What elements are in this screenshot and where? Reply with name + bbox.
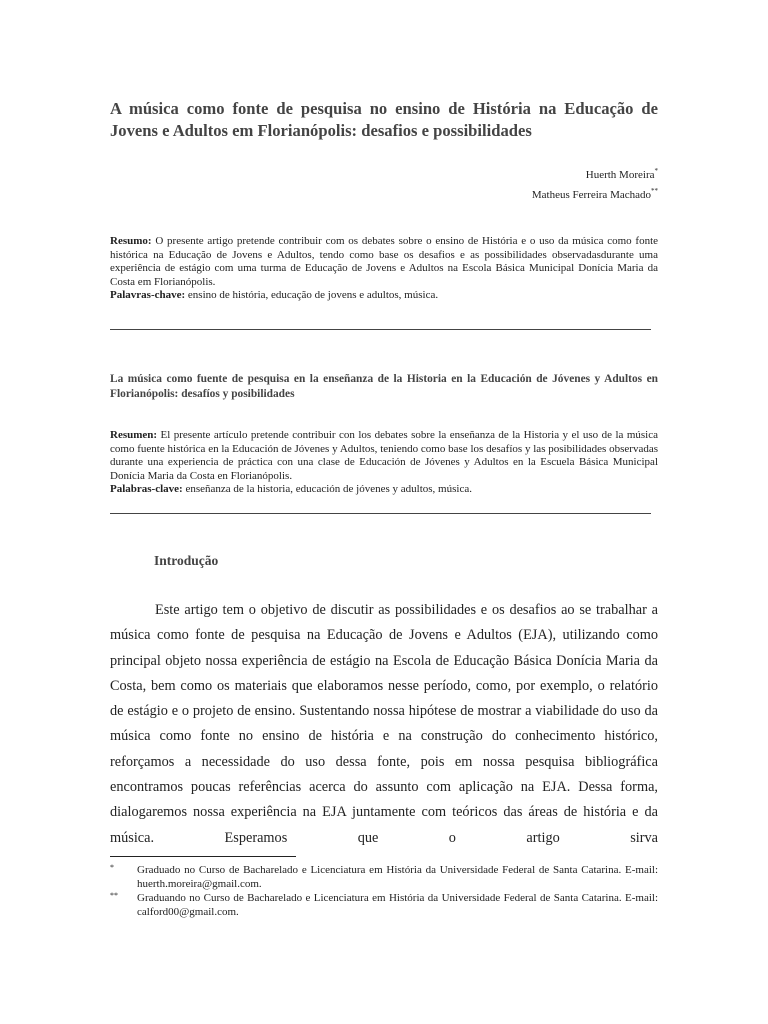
footnote-1 bbox=[110, 864, 658, 891]
keywords-label: Palabras-clave: bbox=[110, 483, 183, 496]
footnote-2 bbox=[110, 892, 658, 919]
author-name: Huerth Moreira bbox=[585, 169, 655, 181]
spanish-title: La música como fuente de pesquisa en la enseñanza de la Historia en la Educación de Jóvenes y Adultos en Florianópolis: desafíos y posibilidades bbox=[110, 373, 658, 400]
paper-title: A música como fonte de pesquisa no ensino de História na Educação de Jovens e Adultos em Florianópolis: desafios e possibilidades bbox=[110, 99, 658, 140]
author-list bbox=[532, 163, 658, 203]
author-2 bbox=[532, 183, 658, 203]
section-heading: Introdução bbox=[154, 553, 219, 568]
footnote-text: Graduando no Curso de Bacharelado e Licenciatura em História da Universidade Federal de Santa Catarina. E-mail: calford00@gmail.com. bbox=[137, 892, 658, 918]
abstract-portuguese bbox=[110, 235, 658, 303]
separator-line bbox=[110, 513, 651, 514]
abstract-spanish bbox=[110, 429, 658, 497]
keywords-label: Palavras-chave: bbox=[110, 289, 186, 302]
intro-paragraph bbox=[110, 598, 658, 851]
footnote-mark: ** bbox=[110, 891, 118, 900]
abstract-text: El presente artículo pretende contribuir con los debates sobre la enseñanza de la Historia y el uso de la música como fuente histórica en la Educación de Jóvenes y Adultos, teniendo como base los desafíos y las posibilidades observadas durante una experiencia de práctica con una clase de Educación de Jóvenes y Adultos en la Escuela Básica Municipal Donícia Maria da Costa en Florianópolis. bbox=[110, 429, 658, 482]
footnote-text: Graduado no Curso de Bacharelado e Licenciatura em História da Universidade Federal de Santa Catarina. E-mail: huerth.moreira@gmail.com. bbox=[137, 864, 658, 890]
abstract-label: Resumo: bbox=[110, 235, 152, 247]
author-name: Matheus Ferreira Machado bbox=[531, 189, 651, 201]
intro-text: Este artigo tem o objetivo de discutir as possibilidades e os desafios ao se trabalhar a música como fonte de pesquisa na Educação de Jovens e Adultos (EJA), utilizando como principal objeto nossa experiência de estágio na Escola de Educação Básica Donícia Maria da Costa, bem como os materiais que elaboramos nesse período, como, por exemplo, o relatório de estágio e o projeto de ensino. Sustentando nossa hipótese de mostrar a viabilidade do uso da música como fonte no ensino de história e na construção do conhecimento histórico, reforçamos a necessidade do uso dessa fonte, pois em nossa pesquisa bibliográfica encontramos poucas referências acerca do assunto com aplicação na EJA. Dessa forma, dialogaremos nossa experiência na EJA juntamente com teóricos das áreas de história e da música. Esperamos que o artigo sirva bbox=[110, 602, 658, 846]
abstract-label: Resumen: bbox=[110, 429, 158, 441]
keywords-text: ensino de história, educação de jovens e adultos, música. bbox=[187, 289, 439, 302]
footnote-separator bbox=[110, 856, 296, 857]
author-1 bbox=[532, 163, 658, 183]
separator-line bbox=[110, 329, 651, 330]
abstract-text: O presente artigo pretende contribuir com os debates sobre o ensino de História e o uso da música como fonte histórica na Educação de Jovens e Adultos, tendo como base os desafios e as possibilidades observadasdurante uma experiência de estágio com uma turma de Educação de Jovens e Adultos na Escola Básica Municipal Donícia Maria da Costa em Florianópolis. bbox=[110, 235, 659, 288]
author-footnote-mark: * bbox=[654, 167, 658, 175]
keywords-text: enseñanza de la historia, educación de jóvenes y adultos, música. bbox=[185, 483, 472, 496]
author-footnote-mark: ** bbox=[651, 187, 658, 195]
footnote-mark: * bbox=[110, 863, 114, 872]
